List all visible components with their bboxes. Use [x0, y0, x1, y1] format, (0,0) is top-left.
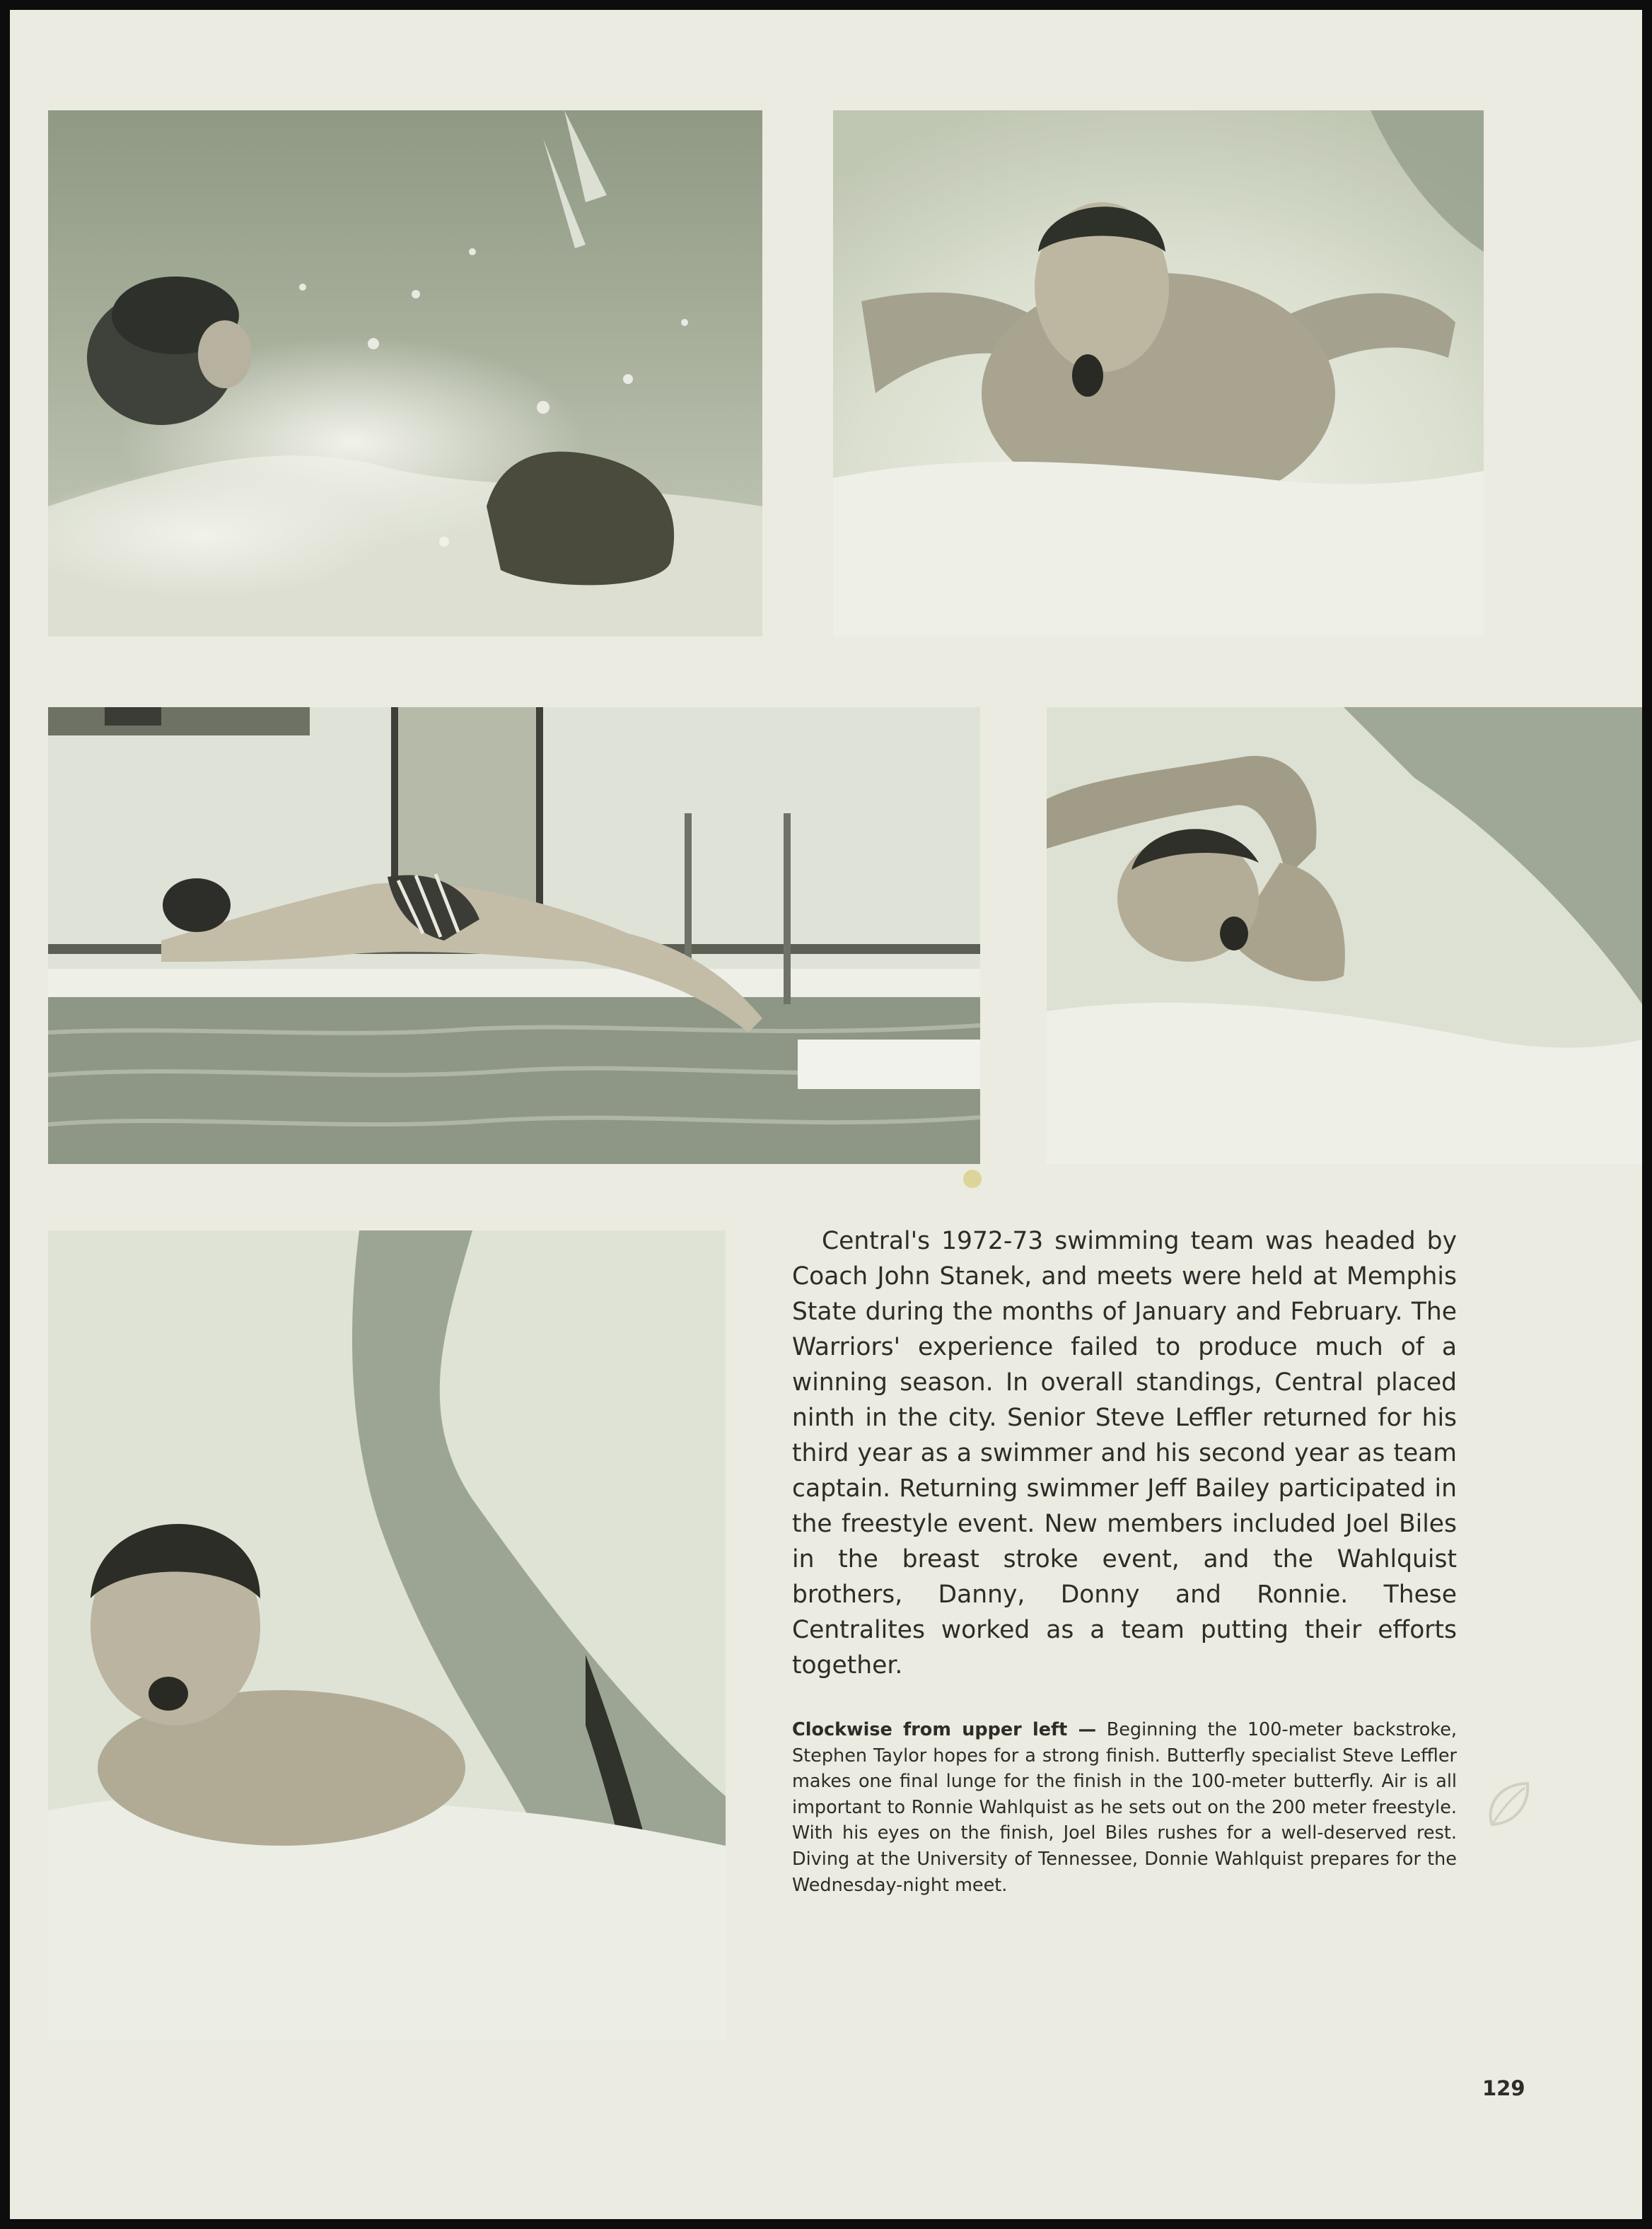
photo-caption [792, 1717, 1457, 1898]
photo-backstroke-swimmer [48, 110, 762, 636]
page-stain [960, 1167, 984, 1191]
photo-breaststroke-swimmer [48, 1230, 726, 2041]
photo-freestyle-swimmer [1047, 707, 1642, 1164]
page-number: 129 [1482, 2076, 1525, 2100]
yearbook-page [10, 10, 1642, 2219]
photo-diving-swimmer [48, 707, 980, 1164]
photo-butterfly-swimmer [833, 110, 1484, 636]
story-text: Central's 1972-73 swimming team was headed by Coach John Stanek, and meets were held at Memphis State during the months of January and February. The Warriors' experience failed to produce much of a winning season. In overall standings, Central placed ninth in the city. Senior Steve Leffler returned for his third year as a swimmer and his second year as team captain. Returning swimmer Jeff Bailey participated in the freestyle event. New members included Joel Biles in the breast stroke event, and the Wahlquist brothers, Danny, Donny and Ronnie. These Centralites worked as a team putting their efforts together. [792, 1227, 1457, 1680]
leaf-watermark-icon [1484, 1778, 1533, 1834]
caption-text: Beginning the 100-meter backstroke, Stephen Taylor hopes for a strong finish. Butterfly specialist Steve Leffler makes one final lunge for the finish in the 100-meter butterfly. Air is all important to Ronnie Wahlquist as he sets out on the 200 meter freestyle. With his eyes on the finish, Joel Biles rushes for a well-deserved rest. Diving at the University of Tennessee, Donnie Wahlquist prepares for the Wednesday-night meet. [792, 1719, 1457, 1896]
caption-lead: Clockwise from upper left — [792, 1719, 1097, 1740]
